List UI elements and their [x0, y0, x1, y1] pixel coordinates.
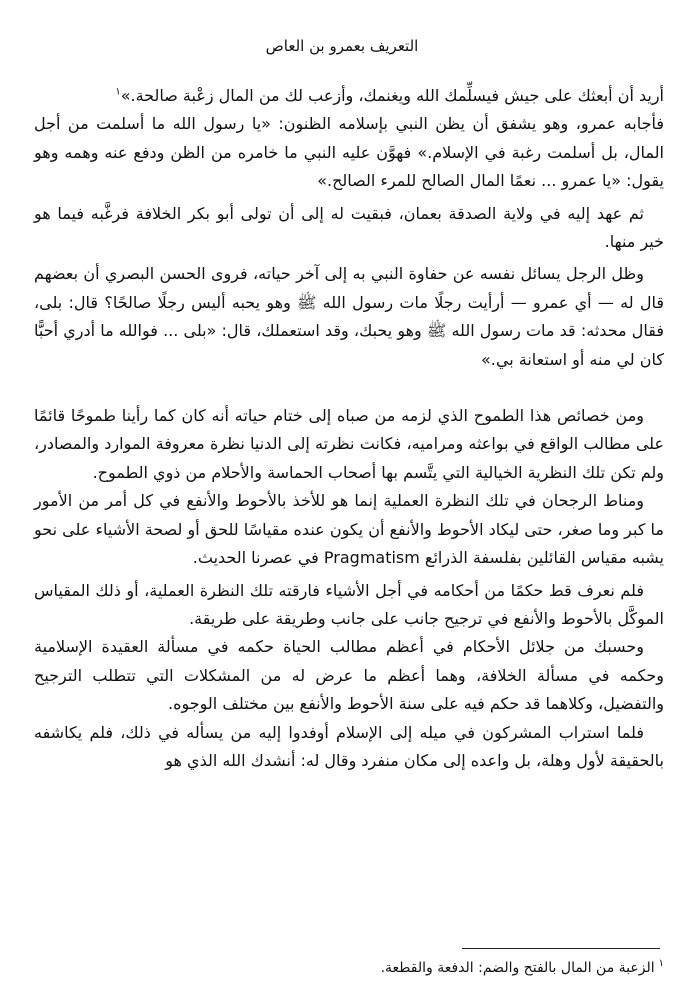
paragraph [34, 82, 664, 110]
body-text [34, 82, 664, 775]
paragraph: ومناط الرجحان في تلك النظرة العملية إنما هو للأخذ بالأحوط والأنفع في كل أمر من الأمور ما كبر وما صغر، حتى ليكاد الأحوط والأنفع أن يكون عنده مقياسًا للحق أو لصحة الأشياء على نحو يشبه مقياس القائلين بفلسفة الذرائع Pragmatism في عصرنا الحديث. [34, 491, 664, 568]
footnote-text: الزعبة من المال بالفتح والضم: الدفعة والقطعة. [380, 960, 655, 976]
paragraph-text: أريد أن أبعثك على جيش فيسلِّمك الله ويغنمك، وأزعب لك من المال زعْبة صالحة.» [120, 86, 664, 105]
footnote [34, 958, 664, 978]
paragraph: فلما استراب المشركون في ميله إلى الإسلام أوفدوا إليه من يسأله في ذلك، فلم يكاشفه بالحقيقة لأول وهلة، بل واعده إلى مكان منفرد وقال له: أنشدك الله الذي هو [34, 722, 664, 770]
paragraph: فلم نعرف قط حكمًا من أحكامه في أجل الأشياء فارقته تلك النظرة العملية، أو ذلك المقياس الموكَّل بالأحوط والأنفع في ترجيح جانب على جانب وطريقة على طريقة. [34, 580, 664, 628]
paragraph: فأجابه عمرو، وهو يشفق أن يظن النبي بإسلامه الظنون: «يا رسول الله ما أسلمت من أجل المال، بل أسلمت رغبة في الإسلام.» فهوَّن عليه النبي ما خامره من الظن ودفع عنه وهمه وهو يقول: «يا عمرو ... نعمًا المال الصالح للمرء الصالح.» [34, 114, 664, 191]
footnote-marker: ١ [658, 958, 664, 970]
paragraph: وظل الرجل يسائل نفسه عن حفاوة النبي به إلى آخر حياته، فروى الحسن البصري أن بعضهم قال له — أي عمرو — أرأيت رجلًا مات رسول الله ﷺ وهو يحبه أليس رجلًا صالحًا؟ قال: بلى، فقال محدثه: قد مات رسول الله ﷺ وهو يحبك، وقد استعملك، قال: «بلى ... فوالله ما أدري أحبًّا كان لي منه أو استعانة بي.» [34, 264, 664, 369]
page-header-title: التعريف بعمرو بن العاص [265, 37, 419, 55]
paragraph: ومن خصائص هذا الطموح الذي لزمه من صباه إلى ختام حياته أنه كان كما رأينا طموحًا قائمًا على مطالب الواقع في بواعثه ومراميه، فكانت نظرته إلى الدنيا نظرة معروفة الموارد والمصادر، ولم تكن تلك النظرية الخيالية التي يتَّسم بها أصحاب الحماسة والأحلام من ذوي الطموح. [34, 406, 664, 482]
footnote-reference: ١ [115, 86, 121, 98]
footnote-divider [462, 948, 660, 949]
paragraph: ثم عهد إليه في ولاية الصدقة بعمان، فبقيت له إلى أن تولى أبو بكر الخلافة فرغَّبه فيما هو خير منها. [34, 203, 664, 252]
paragraph: وحسبك من جلائل الأحكام في أعظم مطالب الحياة حكمه في مسألة العقيدة الإسلامية وحكمه في مسألة الخلافة، وهما أعظم ما عرض له من المشكلات التي تتطلب الترجيح والتفضيل، وكلاهما قد حكم فيه على سنة الأحوط والأنفع بين مختلف الوجوه. [34, 637, 664, 714]
